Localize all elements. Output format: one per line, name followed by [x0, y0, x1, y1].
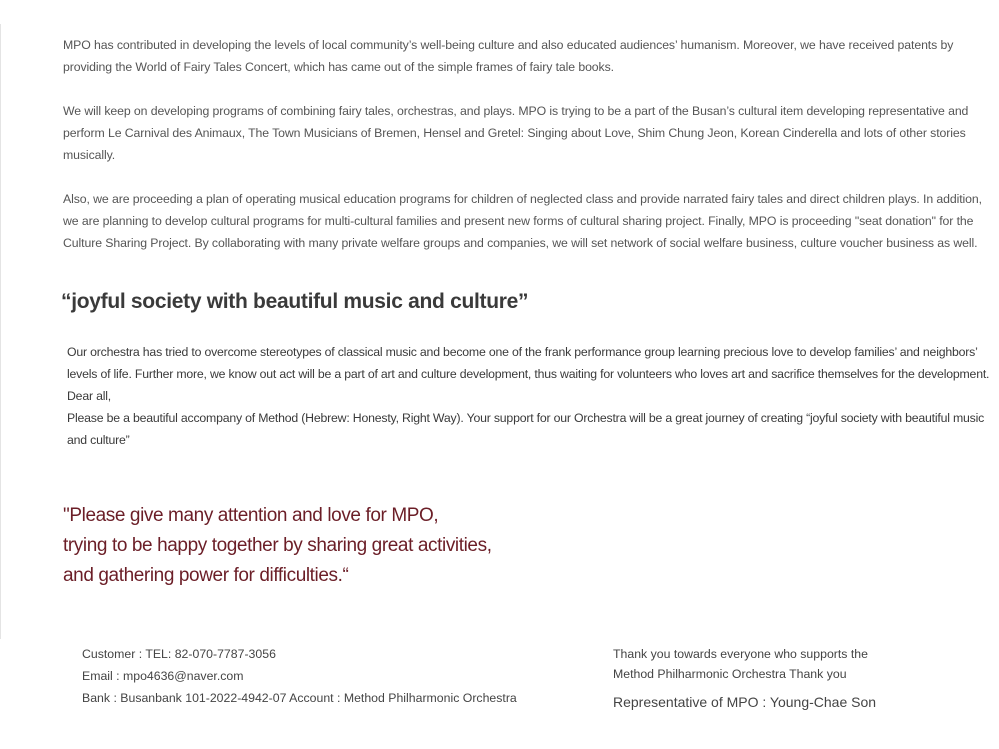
quote-line-2: trying to be happy together by sharing great activities, — [63, 535, 492, 556]
intro-paragraph-2: We will keep on developing programs of combining fairy tales, orchestras, and plays. MPO is trying to be a part of the Busan’s cultural item developing representative and perform Le Carnival des Animaux, The Town Musicians of Bremen, Hensel and Gretel: Singing about Love, Shim Chung Jeon, Korean Cinderella and lots of other stories musically. — [63, 104, 969, 162]
quote-line-3: and gathering power for difficulties.“ — [63, 565, 349, 586]
representative-name: Representative of MPO : Young-Chae Son — [613, 694, 877, 710]
contact-info — [82, 643, 517, 709]
letter-greeting: Dear all, — [67, 389, 111, 403]
thanks-note — [613, 644, 868, 684]
letter-closing: Please be a beautiful accompany of Method (Hebrew: Honesty, Right Way). Your support for our Orchestra will be a great journey of creating “joyful society with beautiful music and culture” — [67, 411, 985, 447]
thanks-line-1: Thank you towards everyone who supports the — [613, 647, 868, 661]
email-address: Email : mpo4636@naver.com — [82, 669, 244, 683]
thanks-line-2: Method Philharmonic Orchestra Thank you — [613, 667, 847, 681]
customer-phone: Customer : TEL: 82-070-7787-3056 — [82, 647, 276, 661]
quote-line-1: "Please give many attention and love for MPO, — [63, 505, 439, 526]
slogan-heading: “joyful society with beautiful music and culture” — [61, 290, 529, 313]
quote-block — [63, 501, 492, 591]
intro-paragraph-1: MPO has contributed in developing the levels of local community’s well-being culture and also educated audiences’ humanism. Moreover, we have received patents by providing the World of Fairy Tales Concert, which has came out of the simple frames of fairy tale books. — [63, 38, 954, 74]
letter-block — [67, 341, 995, 451]
left-divider — [0, 24, 1, 639]
intro-paragraph-3: Also, we are proceeding a plan of operating musical education programs for children of neglected class and provide narrated fairy tales and direct children plays. In addition, we are planning to develop cultural programs for multi-cultural families and present new forms of cultural sharing project. Finally, MPO is proceeding "seat donation" for the Culture Sharing Project. By collaborating with many private welfare groups and companies, we will set network of social welfare business, culture voucher business as well. — [63, 192, 982, 250]
letter-body: Our orchestra has tried to overcome stereotypes of classical music and become one of the frank performance group learning precious love to develop families’ and neighbors’ levels of life. Further more, we know out act will be a part of art and culture development, thus waiting for volunteers who loves art and sacrifice themselves for the development. — [67, 345, 990, 381]
bank-account: Bank : Busanbank 101-2022-4942-07 Account : Method Philharmonic Orchestra — [82, 691, 517, 705]
